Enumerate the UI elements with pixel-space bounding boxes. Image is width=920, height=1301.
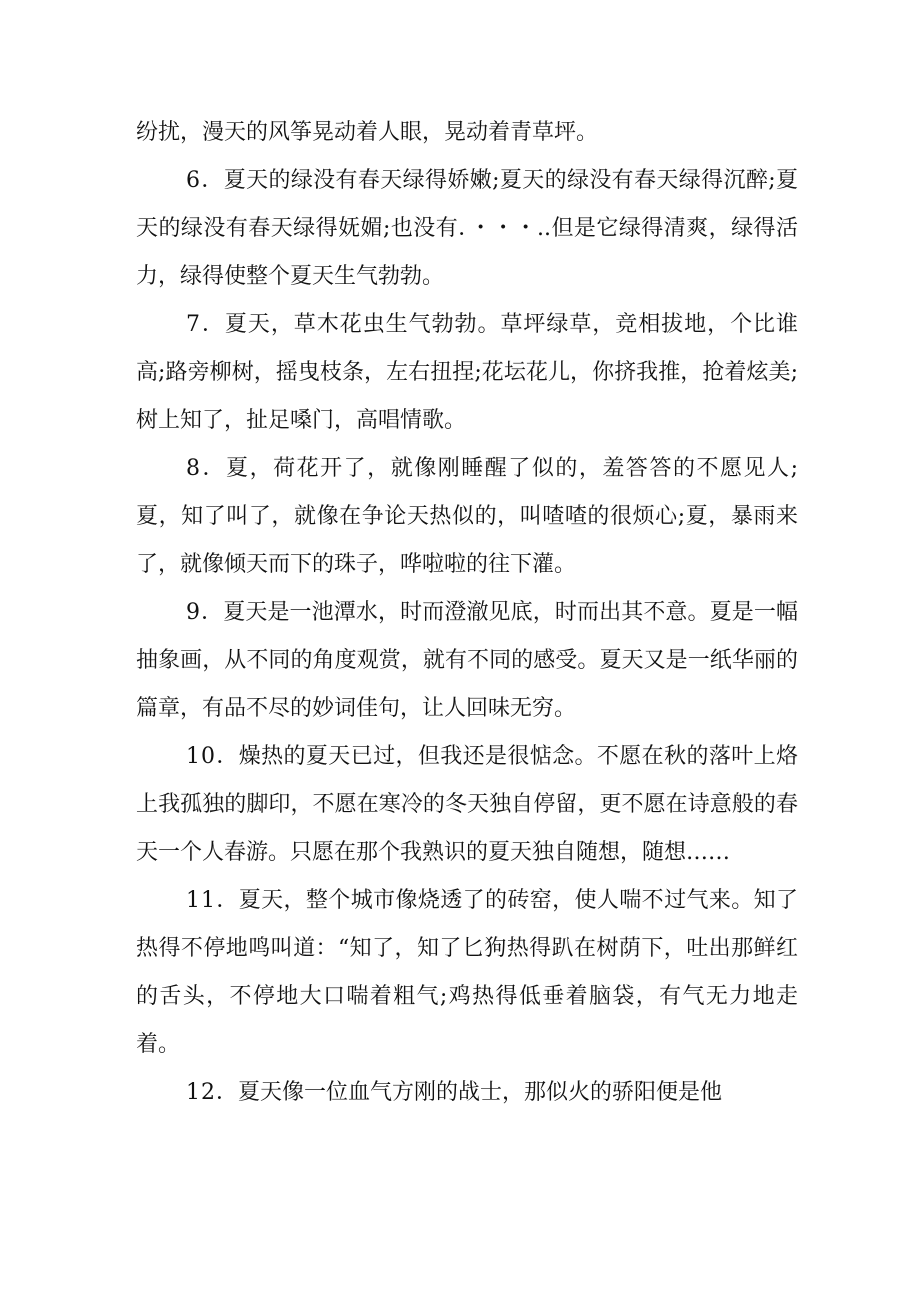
paragraph-text: ．夏天，整个城市像烧透了的砖窑，使人喘不过气来。知了热得不停地鸣叫道：“知了，知了匕狗热得趴在树荫下，吐出那鲜红的舌头，不停地大口喘着粗气;鸡热得低垂着脑袋，有气无力地走着。: [136, 888, 798, 1057]
document-body: [136, 109, 798, 1117]
paragraph-number: 10: [186, 744, 216, 769]
paragraph-number: 11: [186, 888, 216, 913]
paragraph-number: 9: [186, 600, 201, 625]
paragraph-11: [136, 877, 798, 1069]
paragraph-number: 8: [186, 456, 201, 481]
paragraph-text: 纷扰，漫天的风筝晃动着人眼，晃动着青草坪。: [136, 120, 599, 145]
paragraph-number: 6: [186, 168, 201, 193]
paragraph-12: [136, 1069, 798, 1117]
paragraph-continuation: [136, 109, 798, 157]
paragraph-text: ．夏，荷花开了，就像刚睡醒了似的，羞答答的不愿见人;夏，知了叫了，就像在争论天热似的，叫喳喳的很烦心;夏，暴雨来了，就像倾天而下的珠子，哗啦啦的往下灌。: [136, 456, 798, 577]
paragraph-7: [136, 301, 798, 445]
paragraph-8: [136, 445, 798, 589]
paragraph-text: ．夏天的绿没有春天绿得娇嫩;夏天的绿没有春天绿得沉醉;夏天的绿没有春天绿得妩媚;也没有．・・・..但是它绿得清爽，绿得活力，绿得使整个夏天生气勃勃。: [136, 168, 798, 289]
paragraph-9: [136, 589, 798, 733]
paragraph-text: ．燥热的夏天已过，但我还是很惦念。不愿在秋的落叶上烙上我孤独的脚印，不愿在寒冷的冬天独自停留，更不愿在诗意般的春天一个人春游。只愿在那个我熟识的夏天独自随想，随想……: [136, 744, 798, 865]
paragraph-6: [136, 157, 798, 301]
paragraph-text: ．夏天，草木花虫生气勃勃。草坪绿草，竞相拔地，个比谁高;路旁柳树，摇曳枝条，左右扭捏;花坛花儿，你挤我推，抢着炫美;树上知了，扯足嗓门，高唱情歌。: [136, 312, 798, 433]
paragraph-number: 12: [186, 1080, 216, 1105]
paragraph-number: 7: [186, 312, 201, 337]
paragraph-10: [136, 733, 798, 877]
paragraph-text: ．夏天是一池潭水，时而澄澈见底，时而出其不意。夏是一幅抽象画，从不同的角度观赏，就有不同的感受。夏天又是一纸华丽的篇章，有品不尽的妙词佳句，让人回味无穷。: [136, 600, 798, 721]
paragraph-text: ．夏天像一位血气方刚的战士，那似火的骄阳便是他: [216, 1080, 723, 1105]
